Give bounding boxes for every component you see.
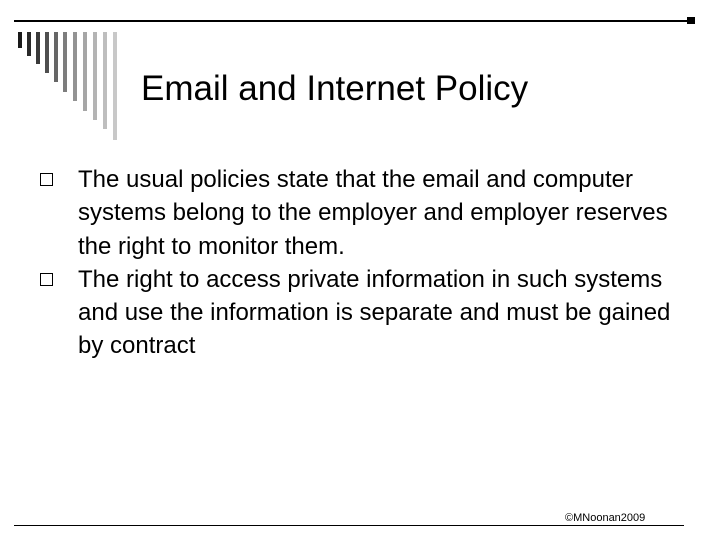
stripe [113,32,117,140]
bullet-item [38,163,678,263]
stripe [18,32,22,48]
square-bullet-icon [40,173,53,186]
stripe [73,32,77,101]
bullet-item [38,263,678,363]
bullet-list [38,163,678,363]
stripe [45,32,49,73]
stripe [83,32,87,111]
decorative-stripes [0,0,140,150]
square-bullet-icon [40,273,53,286]
bullet-text: The right to access private information in such systems and use the information is separate and must be gained by contract [78,265,671,360]
stripe [54,32,58,82]
stripe [93,32,97,120]
slide-title: Email and Internet Policy [141,69,529,108]
bullet-text: The usual policies state that the email and computer systems belong to the employer and employer reserves the right to monitor them. [78,166,668,260]
bottom-rule [14,525,684,526]
stripe [27,32,31,56]
top-rule-cap [687,17,695,24]
stripe [36,32,40,64]
stripe [63,32,67,92]
stripe [103,32,107,129]
copyright-footer: ©MNoonan2009 [565,512,646,524]
